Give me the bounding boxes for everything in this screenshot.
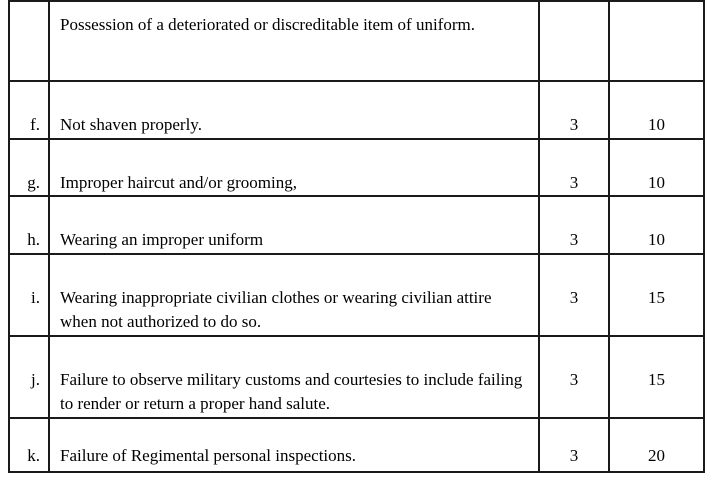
row-value-b bbox=[609, 1, 704, 81]
row-letter: h. bbox=[9, 196, 49, 254]
row-value-a: 3 bbox=[539, 336, 609, 418]
row-letter: i. bbox=[9, 254, 49, 336]
row-value-b: 20 bbox=[609, 418, 704, 472]
table-row bbox=[9, 1, 704, 81]
row-value-a: 3 bbox=[539, 81, 609, 139]
row-description: Failure of Regimental personal inspections. bbox=[49, 418, 539, 472]
table-row bbox=[9, 196, 704, 254]
row-value-b: 10 bbox=[609, 196, 704, 254]
table-row bbox=[9, 418, 704, 472]
offense-table bbox=[8, 0, 705, 473]
row-value-a: 3 bbox=[539, 254, 609, 336]
row-value-b: 10 bbox=[609, 139, 704, 196]
row-value-b: 15 bbox=[609, 336, 704, 418]
table-row bbox=[9, 81, 704, 139]
row-letter: f. bbox=[9, 81, 49, 139]
row-description: Failure to observe military customs and courtesies to include failing to render or return a proper hand salute. bbox=[49, 336, 539, 418]
row-value-a: 3 bbox=[539, 418, 609, 472]
row-value-b: 10 bbox=[609, 81, 704, 139]
row-letter: g. bbox=[9, 139, 49, 196]
row-letter: k. bbox=[9, 418, 49, 472]
table-row bbox=[9, 139, 704, 196]
row-letter bbox=[9, 1, 49, 81]
table-row bbox=[9, 336, 704, 418]
row-description: Possession of a deteriorated or discreditable item of uniform. bbox=[49, 1, 539, 81]
row-description: Wearing inappropriate civilian clothes or wearing civilian attire when not authorized to do so. bbox=[49, 254, 539, 336]
row-description: Not shaven properly. bbox=[49, 81, 539, 139]
table-row bbox=[9, 254, 704, 336]
row-description: Wearing an improper uniform bbox=[49, 196, 539, 254]
row-letter: j. bbox=[9, 336, 49, 418]
row-value-b: 15 bbox=[609, 254, 704, 336]
row-value-a: 3 bbox=[539, 139, 609, 196]
row-value-a: 3 bbox=[539, 196, 609, 254]
row-description: Improper haircut and/or grooming, bbox=[49, 139, 539, 196]
row-value-a bbox=[539, 1, 609, 81]
